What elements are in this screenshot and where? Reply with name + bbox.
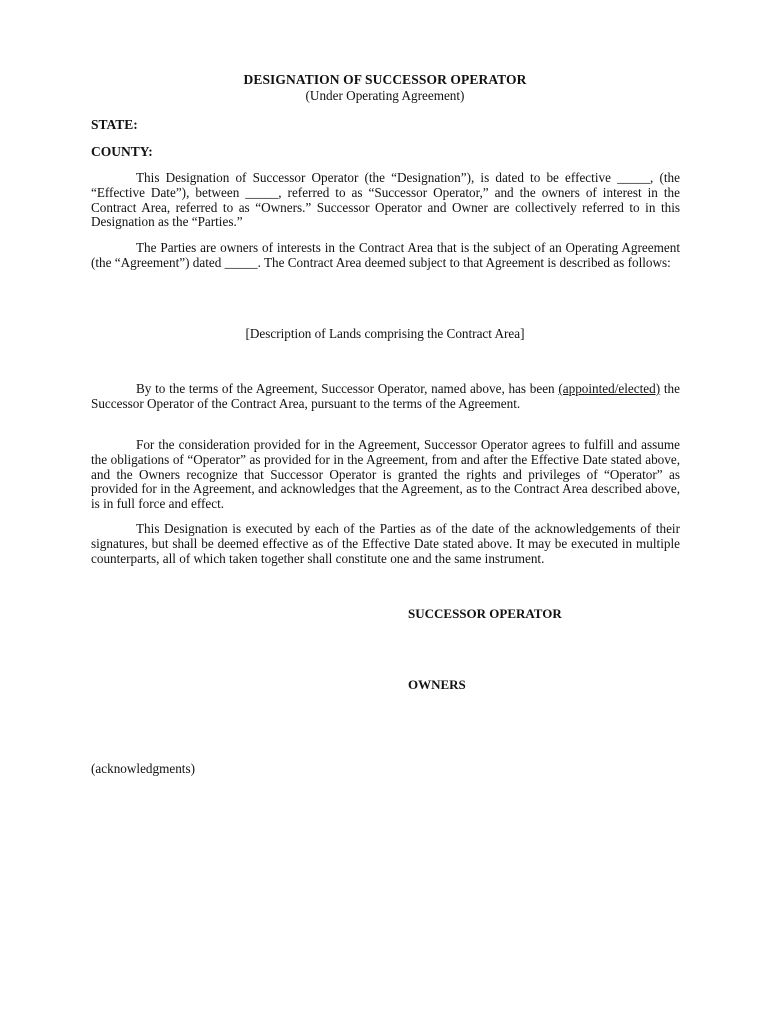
paragraph-appointment-end: the Successor Operator of the Contract Area, pursuant to the terms of the Agreement. xyxy=(91,381,680,411)
paragraph-appointment xyxy=(91,382,680,412)
owners-signature-label: OWNERS xyxy=(408,677,466,692)
paragraph-consideration xyxy=(91,438,680,512)
paragraph-appointment-start: By to the terms of the Agreement, Successor Operator, named above, has been xyxy=(136,381,559,396)
acknowledgments-label: (acknowledgments) xyxy=(91,761,195,776)
appointed-elected-text: (appointed/elected) xyxy=(558,381,661,396)
paragraph-designation-text: This Designation of Successor Operator (the “Designation”), is dated to be effective _____, (the “Effective Date”), between _____, referred to as “Successor Operator,” and the owners of interest in the Contract Area, referred to as “Owners.” Successor Operator and Owner are collectively referred to in this Designation as the “Parties.” xyxy=(91,170,680,230)
paragraph-execution-text: This Designation is executed by each of the Parties as of the date of the acknowledgements of their signatures, but shall be deemed effective as of the Effective Date stated above. It may be executed in multiple counterparts, all of which taken together shall constitute one and the same instrument. xyxy=(91,521,680,566)
paragraph-parties-text: The Parties are owners of interests in the Contract Area that is the subject of an Operating Agreement (the “Agreement”) dated _____. The Contract Area deemed subject to that Agreement is described as follows: xyxy=(91,240,680,270)
paragraph-consideration-text: For the consideration provided for in the Agreement, Successor Operator agrees to fulfill and assume the obligations of “Operator” as provided for in the Agreement, from and after the Effective Date stated above, and the Owners recognize that Successor Operator is granted the rights and privileges of “Operator” as provided for in the Agreement, and acknowledges that the Agreement, as to the Contract Area described above, is in full force and effect. xyxy=(91,437,680,512)
paragraph-execution xyxy=(91,522,680,566)
document-title: DESIGNATION OF SUCCESSOR OPERATOR xyxy=(243,72,527,87)
paragraph-designation xyxy=(91,171,680,230)
paragraph-parties xyxy=(91,241,680,271)
county-label: COUNTY: xyxy=(91,144,153,159)
lands-description: [Description of Lands comprising the Contract Area] xyxy=(245,326,525,341)
state-label: STATE: xyxy=(91,117,138,132)
document-subtitle: (Under Operating Agreement) xyxy=(305,88,465,103)
successor-operator-signature-label: SUCCESSOR OPERATOR xyxy=(408,606,562,621)
